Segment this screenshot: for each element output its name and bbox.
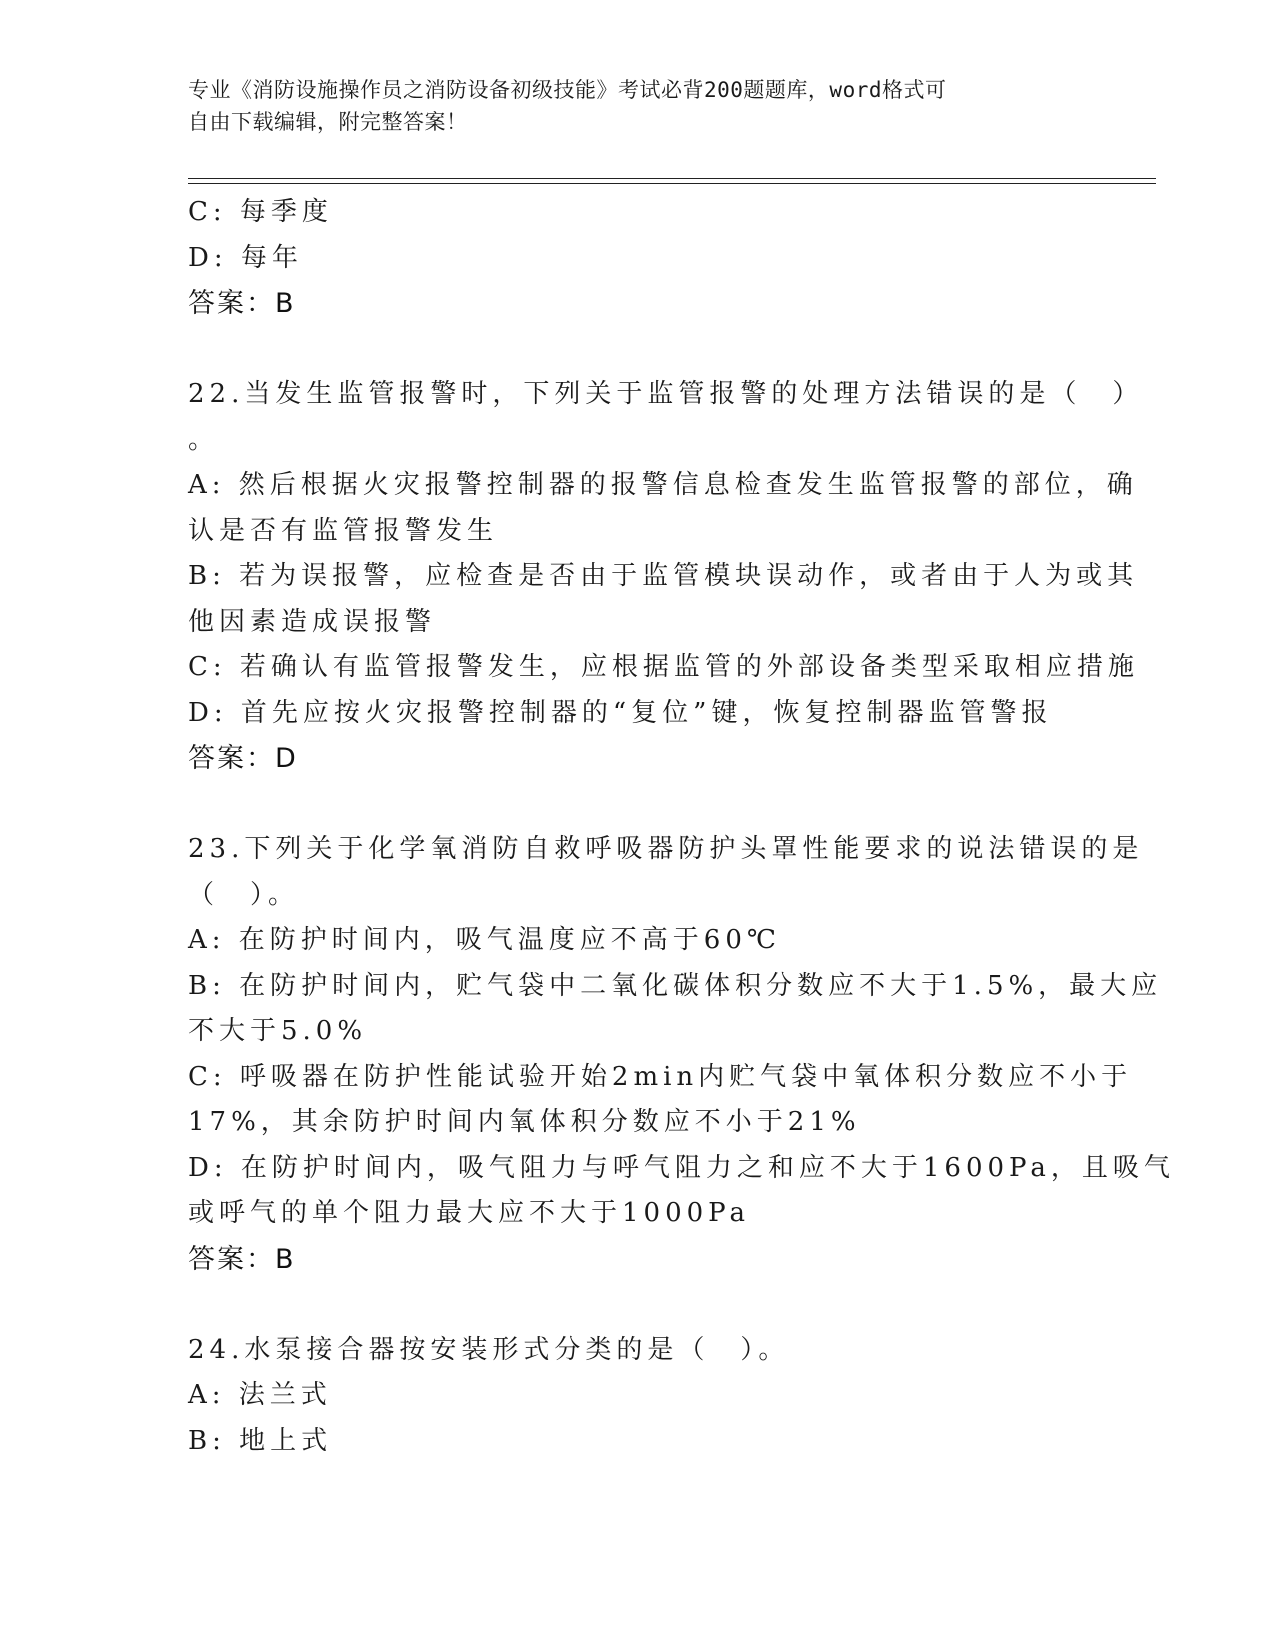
option-b-continuation: 他因素造成误报警 — [188, 606, 437, 637]
question-23 — [188, 827, 1175, 1282]
option-d: D: 首先应按火灾报警控制器的“复位”键，恢复控制器监管警报 — [188, 697, 1053, 728]
option-c: C: 若确认有监管报警发生，应根据监管的外部设备类型采取相应措施 — [188, 652, 1139, 682]
option-d-continuation: 或呼气的单个阻力最大应不大于1000Pa — [188, 1198, 750, 1228]
question-stem-continuation: （ ）。 — [188, 879, 300, 910]
question-24 — [188, 1328, 1088, 1465]
option-b: B: 在防护时间内，贮气袋中二氧化碳体积分数应不大于1.5%，最大应 — [188, 970, 1163, 1001]
question-stem: 22.当发生监管报警时，下列关于监管报警的处理方法错误的是（ ） — [188, 379, 1144, 409]
option-b-continuation: 不大于5.0% — [188, 1016, 368, 1046]
question-stem-continuation: 。 — [188, 424, 220, 455]
question-stem: 24.水泵接合器按安装形式分类的是（ ）。 — [188, 1334, 790, 1365]
option-a: A: 法兰式 — [188, 1380, 332, 1410]
question-22 — [188, 372, 1144, 782]
option-c: C: 每季度 — [188, 197, 333, 227]
option-a: A: 然后根据火灾报警控制器的报警信息检查发生监管报警的部位，确 — [188, 470, 1138, 500]
spacer — [188, 327, 1088, 373]
question-21-continuation — [188, 190, 1088, 327]
option-c: C: 呼吸器在防护性能试验开始2min内贮气袋中氧体积分数应不小于 — [188, 1061, 1133, 1092]
answer-label: 答案：B — [188, 288, 296, 319]
header-title-line-1: 专业《消防设施操作员之消防设备初级技能》考试必背200题题库，word格式可 — [188, 78, 947, 102]
answer-label: 答案：B — [188, 1243, 296, 1275]
header-divider-top — [188, 178, 1156, 179]
option-b: B: 若为误报警，应检查是否由于监管模块误动作，或者由于人为或其 — [188, 561, 1139, 591]
option-a-continuation: 认是否有监管报警发生 — [188, 515, 499, 546]
option-a: A: 在防护时间内，吸气温度应不高于60℃ — [188, 925, 781, 955]
document-header — [188, 74, 1088, 138]
option-c-continuation: 17%，其余防护时间内氧体积分数应不小于21% — [188, 1107, 861, 1137]
header-title-line-2: 自由下载编辑，附完整答案！ — [188, 110, 468, 134]
spacer — [188, 782, 1088, 828]
option-d: D: 在防护时间内，吸气阻力与呼气阻力之和应不大于1600Pa，且吸气 — [188, 1152, 1175, 1183]
spacer — [188, 1282, 1088, 1328]
answer-label: 答案：D — [188, 743, 298, 774]
option-b: B: 地上式 — [188, 1425, 333, 1456]
option-d: D: 每年 — [188, 242, 303, 273]
question-stem: 23.下列关于化学氧消防自救呼吸器防护头罩性能要求的说法错误的是 — [188, 834, 1144, 864]
header-divider-bottom — [188, 183, 1156, 184]
question-content — [188, 190, 1175, 1464]
